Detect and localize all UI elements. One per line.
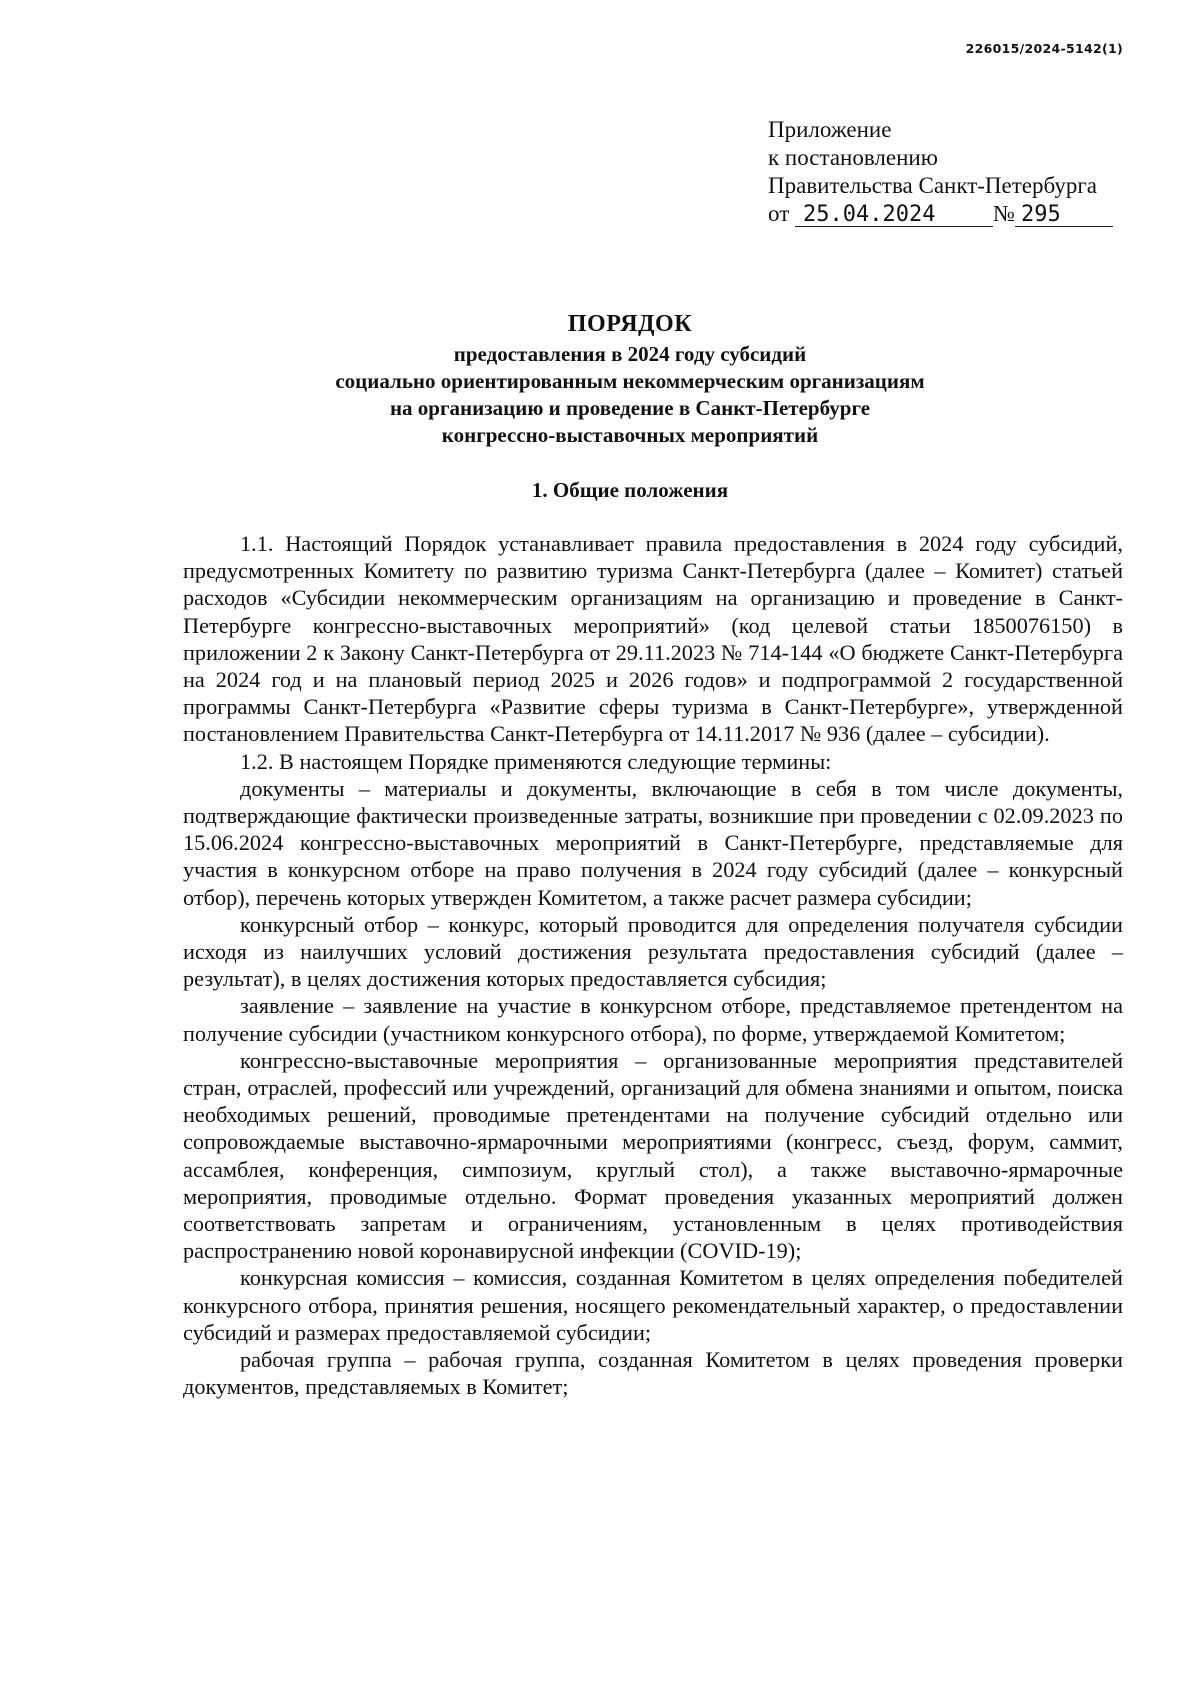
annex-number-value: 295 — [1015, 204, 1113, 227]
term-application: заявление – заявление на участие в конкурсном отборе, представляемое претендентом на получение субсидии (участником конкурсного отбора), по форме, утверждаемой Комитетом; — [183, 993, 1123, 1046]
annex-date-value: 25.04.2024 — [795, 204, 993, 227]
term-working-group: рабочая группа – рабочая группа, созданная Комитетом в целях проведения проверки документов, представляемых в Комитет; — [183, 1347, 1123, 1400]
annex-block — [768, 116, 1113, 228]
document-subtitle-line-4: конгрессно-выставочных мероприятий — [441, 423, 819, 447]
term-competition-commission: конкурсная комиссия – комиссия, созданная Комитетом в целях определения победителей конкурсного отбора, принятия решения, носящего рекомендательный характер, о предоставлении субсидий и размерах предоставляемой субсидии; — [183, 1265, 1123, 1345]
document-subtitle-line-2: социально ориентированным некоммерческим организациям — [335, 369, 925, 393]
annex-line-resolution: к постановлению — [768, 145, 938, 170]
document-subtitle-line-3: на организацию и проведение в Санкт-Петербурге — [389, 396, 871, 420]
annex-line-title: Приложение — [768, 117, 892, 142]
term-competitive-selection: конкурсный отбор – конкурс, который проводится для определения получателя субсидии исходя из наилучших условий достижения результата предоставления субсидий (далее – результат), в целях достижения которых предоставляется субсидия; — [183, 911, 1123, 992]
paragraph-1-1: 1.1. Настоящий Порядок устанавливает правила предоставления в 2024 году субсидий, предусмотренных Комитету по развитию туризма Санкт-Петербурга (далее – Комитет) статьей расходов «Субсидии некоммерческим организациям на организацию и проведение в Санкт-Петербурге конгрессно-выставочных мероприятий» (код целевой статьи 1850076150) в приложении 2 к Закону Санкт-Петербурга от 29.11.2023 № 714-144 «О бюджете Санкт-Петербурга на 2024 год и на плановый период 2025 и 2026 годов» и подпрограммой 2 государственной программы Санкт-Петербурга «Развитие сферы туризма в Санкт-Петербурге», утвержденной постановлением Правительства Санкт-Петербурга от 14.11.2017 № 936 (далее – субсидии). — [183, 531, 1123, 747]
section-heading: 1. Общие положения — [531, 478, 729, 502]
document-registration-number: 226015/2024-5142(1) — [965, 41, 1123, 56]
annex-line-government: Правительства Санкт-Петербурга — [768, 173, 1097, 198]
document-subtitle-line-1: предоставления в 2024 году субсидий — [453, 342, 807, 366]
annex-number-prefix: № — [993, 201, 1015, 226]
document-title-block — [150, 307, 1110, 449]
term-documents: документы – материалы и документы, включающие в себя в том числе документы, подтверждающие фактически произведенные затраты, возникшие при проведении с 02.09.2023 по 15.06.2024 конгрессно-выставочных мероприятий в Санкт-Петербурге, представляемые для участия в конкурсном отборе на право получения в 2024 году субсидий (далее – конкурсный отбор), перечень которых утвержден Комитетом, а также расчет размера субсидии; — [183, 775, 1123, 910]
term-congress-events: конгрессно-выставочные мероприятия – организованные мероприятия представителей стран, отраслей, профессий или учреждений, организаций для обмена знаниями и опытом, поиска необходимых решений, проводимые претендентами на получение субсидий отдельно или сопровождаемые выставочно-ярмарочными мероприятиями (конгресс, съезд, форум, саммит, ассамблея, конференция, симпозиум, круглый стол), а также выставочно-ярмарочные мероприятия, проводимые отдельно. Формат проведения указанных мероприятий должен соответствовать запретам и ограничениям, установленным в целях противодействия распространению новой коронавирусной инфекции (COVID-19); — [183, 1047, 1123, 1264]
annex-date-number-line — [768, 200, 1113, 228]
paragraph-1-2: 1.2. В настоящем Порядке применяются следующие термины: — [240, 748, 832, 774]
annex-date-prefix: от — [768, 201, 790, 226]
document-title: ПОРЯДОК — [567, 311, 693, 337]
document-body — [183, 530, 1123, 1401]
